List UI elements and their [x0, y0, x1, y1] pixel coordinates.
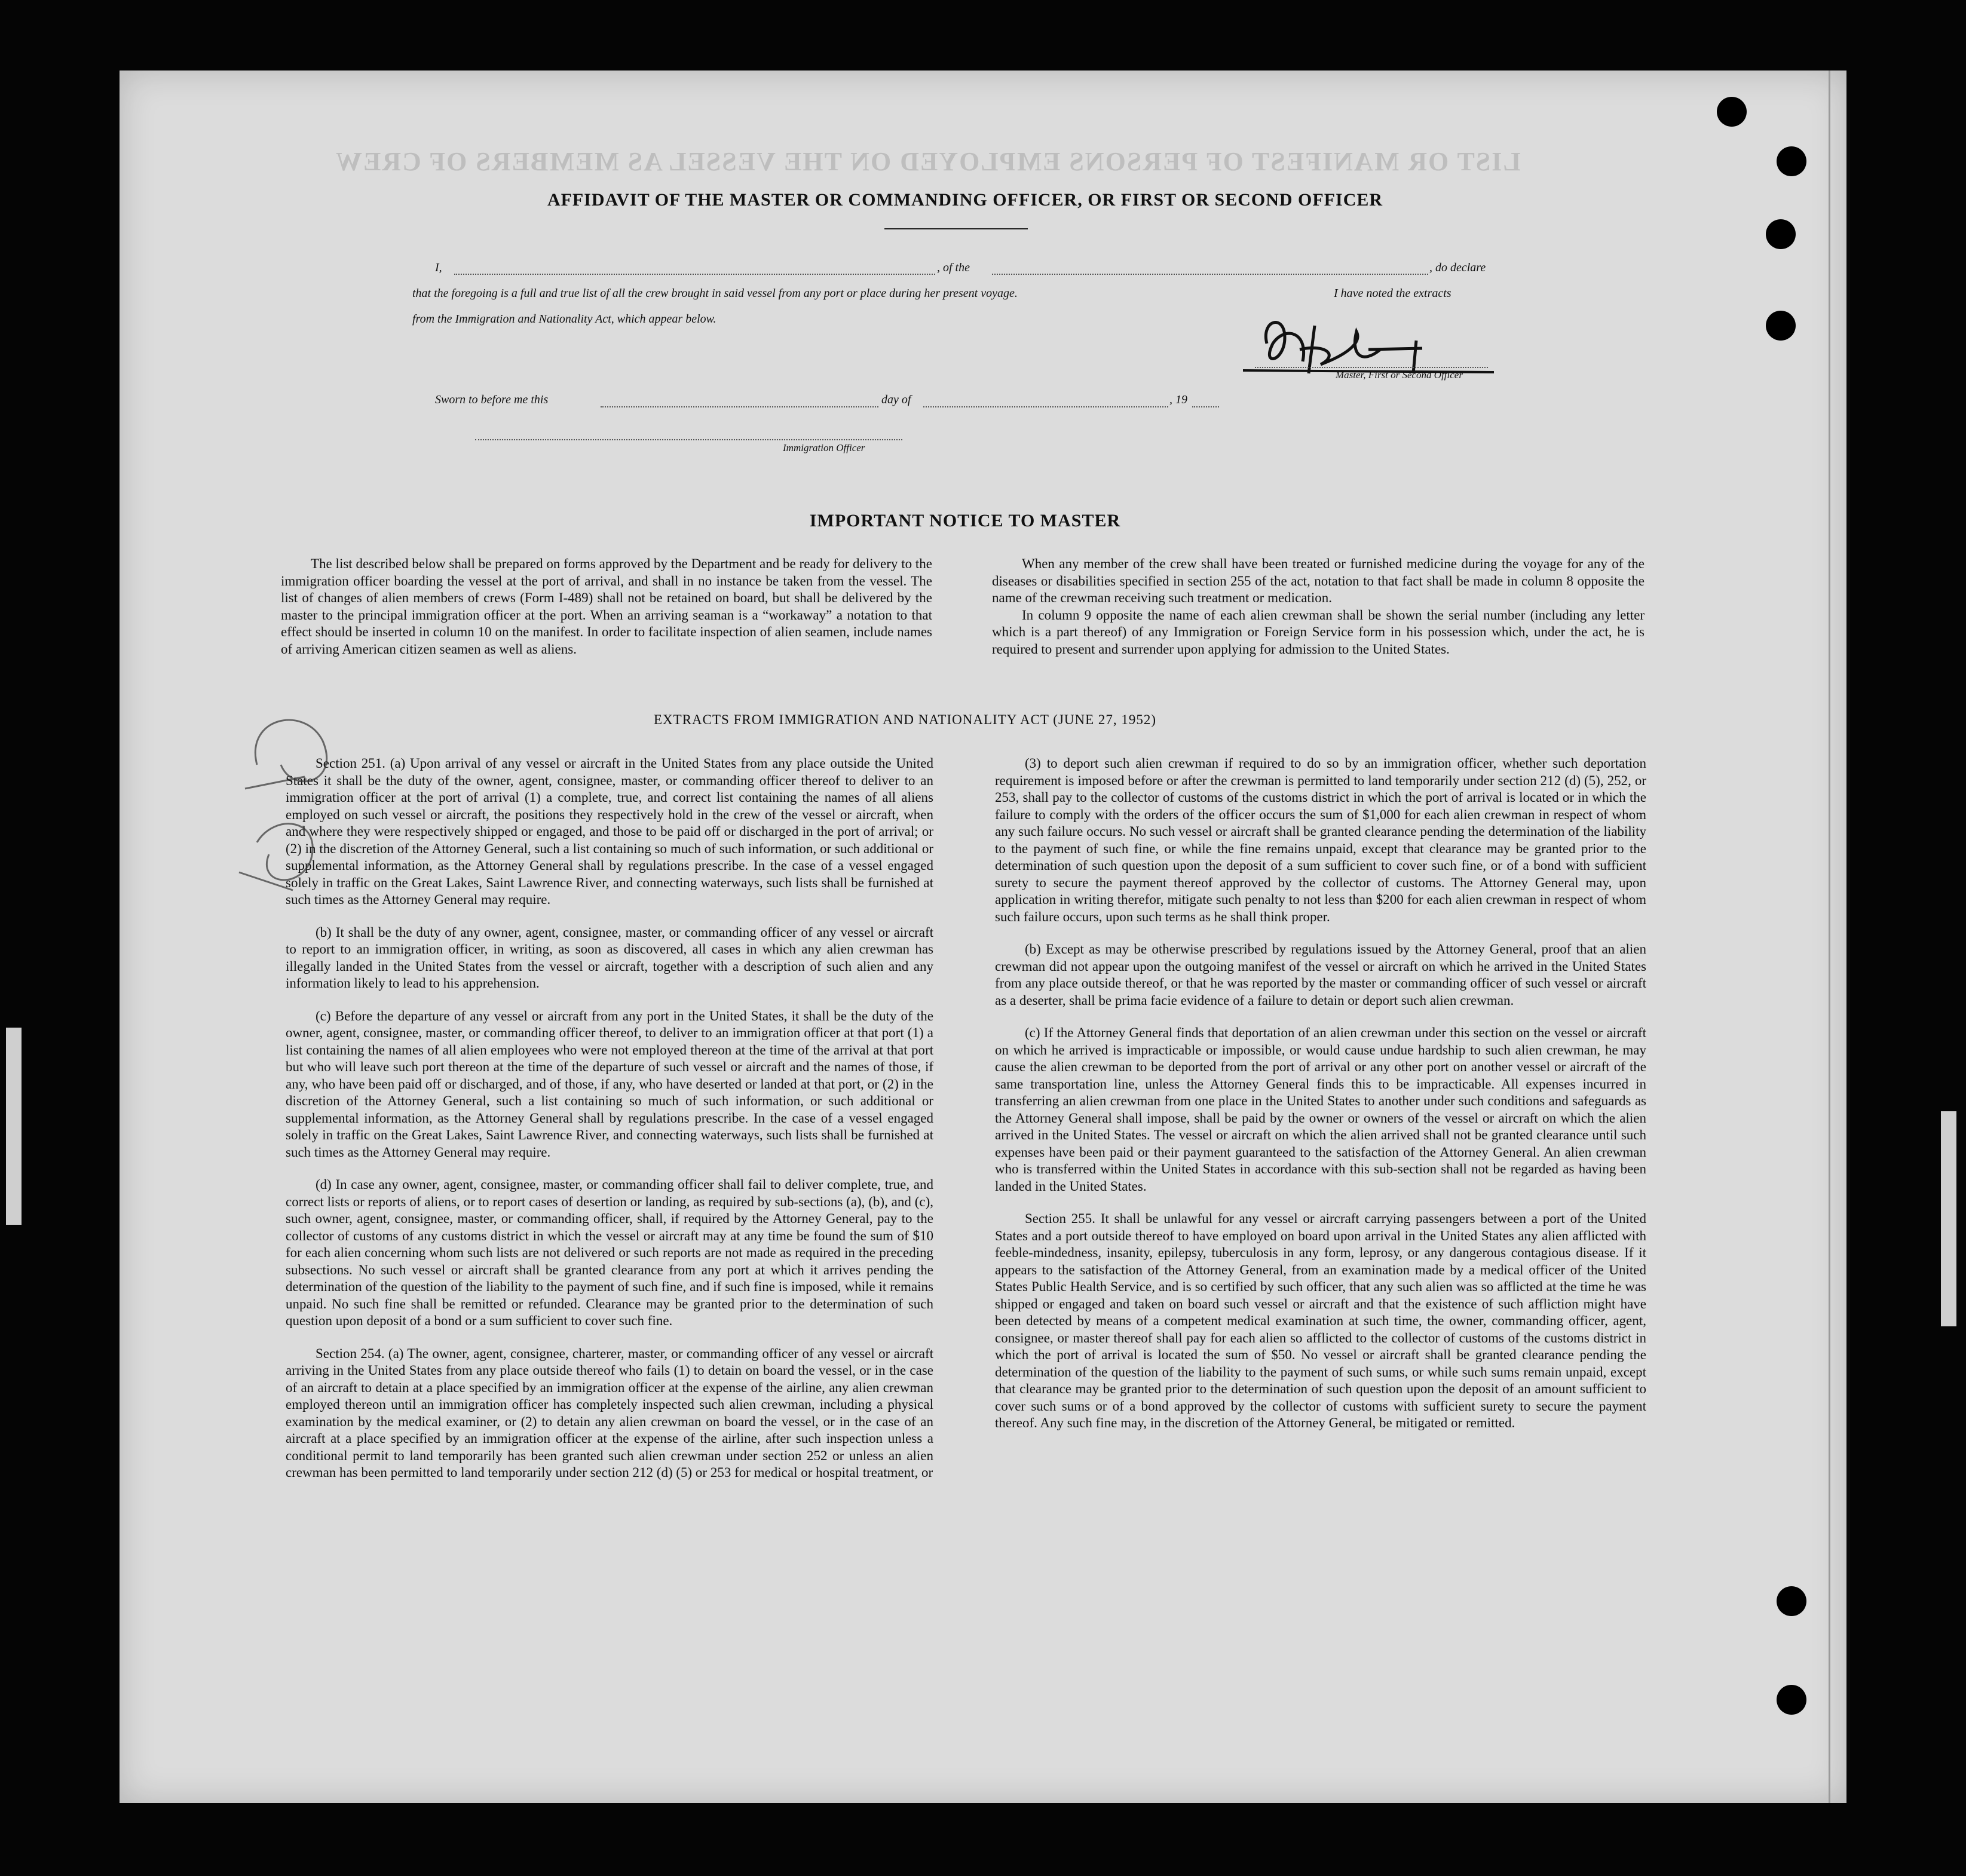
sworn-label: Sworn to before me this — [435, 393, 549, 406]
affidavit-of-the-label: , of the — [937, 261, 970, 274]
punch-hole — [1777, 1586, 1806, 1616]
vessel-blank[interactable] — [992, 274, 1428, 275]
section-254-b: (b) Except as may be otherwise prescribed by regulations issued by the Attorney General, proof that an alien crewman did not appear upon the outgoing manifest of the vessel or aircraft on which he arrived in the United States from any place outside thereof, or that he was reported by the master or commanding officer of such vessel or aircraft as a deserter, shall be prima facie evidence of a failure to detain or deport such alien crewman. — [995, 942, 1646, 1008]
punch-hole — [1717, 97, 1747, 127]
affidavit-statement-1b: I have noted the extracts — [1334, 287, 1451, 300]
margin-scribble — [221, 693, 376, 920]
notice-right-text-2: In column 9 opposite the name of each alien crewman shall be shown the serial number (including any letter which is a part thereof) of any Immigration or Foreign Service form in his possession which, under the act, he is required to present and surrender upon applying for admission to the United States. — [992, 607, 1645, 657]
affidavit-title: AFFIDAVIT OF THE MASTER OR COMMANDING OFFICER, OR FIRST OR SECOND OFFICER — [547, 190, 1383, 210]
bleed-through-heading: LIST OR MANIFEST OF PERSONS EMPLOYED ON THE VESSEL AS MEMBERS OF CREW — [335, 147, 1521, 176]
notice-title: IMPORTANT NOTICE TO MASTER — [809, 511, 1121, 531]
notice-right-column — [992, 556, 1645, 673]
section-251-d: (d) In case any owner, agent, consignee, master, or commanding officer shall fail to deliver complete, true, and correct lists or reports of aliens, or to report cases of desertion or landing, as required by sub-sections (a), (b), and (c), such owner, agent, consignee, master, or commanding officer, shall, if required by the Attorney General, pay to the collector of customs of any customs district in which the vessel or aircraft may at any time be found the sum of $10 for each alien concerning whom such lists are not delivered or such reports are not made as required in the preceding subsections. No such vessel or aircraft shall be granted clearance from any port at which it arrives pending the determination of the question of the liability to the payment of such fine, and if such fine is imposed, while it remains unpaid. No such fine shall be remitted or refunded. Clearance may be granted prior to the determination of such question upon deposit of a bond or a sum sufficient to cover such fine. — [286, 1177, 933, 1328]
officer-caption: Immigration Officer — [783, 442, 865, 453]
punch-hole — [1766, 219, 1796, 249]
year-label: , 19 — [1169, 393, 1187, 406]
officer-signature-line[interactable] — [475, 439, 902, 440]
signature-line[interactable] — [1255, 367, 1488, 368]
sworn-day-blank[interactable] — [601, 406, 878, 407]
section-251-a: Section 251. (a) Upon arrival of any vessel or aircraft in the United States from any place outside the United States it shall be the duty of the owner, agent, consignee, master, or commanding officer thereof to deliver to an immigration officer at the port of arrival (1) a complete, true, and correct list containing the names of all aliens employed on such vessel or aircraft, the positions they respectively hold in the crew of the vessel or aircraft, when and where they were respectively shipped or engaged, and those to be paid off or discharged in the port of arrival; or (2) in the discretion of the Attorney General, such a list containing so much of such information, or such additional or supplemental information, as the Attorney General shall by regulations prescribe. In the case of a vessel engaged solely in traffic on the Great Lakes, Saint Lawrence River, and connecting waterways, such lists shall be furnished at such times as the Attorney General may require. — [286, 756, 933, 907]
extracts-title: EXTRACTS FROM IMMIGRATION AND NATIONALITY ACT (JUNE 27, 1952) — [654, 712, 1157, 727]
name-blank[interactable] — [454, 274, 935, 275]
notice-left-column — [281, 556, 932, 673]
affidavit-statement-1: that the foregoing is a full and true list of all the crew brought in said vessel from any port or place during her present voyage. — [412, 287, 1018, 300]
affidavit-declare-label: , do declare — [1429, 261, 1486, 274]
month-blank[interactable] — [923, 406, 1168, 407]
section-254-a: Section 254. (a) The owner, agent, consignee, charterer, master, or commanding officer of any vessel or aircraft arriving in the United States from any place outside thereof who fails (1) to detain on board the vessel, or in the case of an aircraft to detain at a place specified by an immigration officer at the expense of the airline, any alien crewman employed thereon until an immigration officer has completely inspected such alien crewman, including a physical examination by the medical examiner, or (2) to detain any alien crewman on board the vessel, or in the case of an aircraft at a place specified by an immigration officer at the expense of the airline, after such inspection unless a conditional permit to land temporarily has been granted such alien crewman under section 252 or unless an alien crewman has been permitted to land temporarily under section 212 (d) (5) or 253 for medical or hospital treatment, or — [286, 1345, 933, 1480]
sheet-edge — [1829, 70, 1830, 1803]
extracts-left-column — [286, 755, 933, 1497]
affidavit-i-label: I, — [435, 261, 442, 274]
edge-tab — [6, 1028, 22, 1225]
extracts-right-column — [995, 755, 1646, 1448]
notice-right-text-1: When any member of the crew shall have been treated or furnished medicine during the voyage for any of the diseases or disabilities specified in section 255 of the act, notation to that fact shall be made in column 8 opposite the name of the crewman receiving such treatment or medication. — [992, 556, 1645, 605]
signature-caption: Master, First or Second Officer — [1336, 369, 1463, 381]
year-blank[interactable] — [1192, 406, 1219, 407]
edge-tab — [1941, 1111, 1956, 1326]
title-underline — [884, 228, 1028, 229]
section-251-c: (c) Before the departure of any vessel or aircraft from any port in the United States, it shall be the duty of the owner, agent, consignee, master, or commanding officer thereof, to deliver to an immigration officer at that port (1) a list containing the names of all alien employees who were not employed thereon at the time of the arrival at that port but who will leave such port thereon at the time of the departure of such vessel or aircraft and the names of those, if any, who have been paid off or discharged, and of those, if any, who have deserted or landed at that port, or (2) in the discretion of the Attorney General, such a list containing so much of such information, or such additional or supplemental information, as the Attorney General shall by regulations prescribe. In the case of a vessel engaged solely in traffic on the Great Lakes, Saint Lawrence River, and connecting waterways, such lists shall be furnished at such times as the Attorney General may require. — [286, 1008, 933, 1160]
section-254-a-cont: (3) to deport such alien crewman if required to do so by an immigration officer, whether such deportation requirement is imposed before or after the crewman is permitted to land temporarily under section 212 (d) (5), 252, or 253, shall pay to the collector of customs of the customs district in which the port of arrival is located or in which the failure to comply with the orders of the officer occurs the sum of $1,000 for each alien crewman in respect of whom any such failure occurs. No such vessel or aircraft shall be granted clearance pending the determination of the liability to the payment of such fine, or while the fine remains unpaid, except that clearance may be granted prior to the determination of such question upon the deposit of a sum sufficient to cover such fine, or of a bond with sufficient surety to secure the payment thereof approved by the collector of customs. The Attorney General may, upon application in writing therefor, mitigate such penalty to not less than $200 for each alien crewman in respect of whom such failure occurs, upon such terms as he shall think proper. — [995, 756, 1646, 924]
section-255: Section 255. It shall be unlawful for any vessel or aircraft carrying passengers between a port of the United States and a port outside thereof to have employed on board upon arrival in the United States any alien afflicted with feeble-mindedness, insanity, epilepsy, tuberculosis in any form, leprosy, or any dangerous contagious disease. If it appears to the satisfaction of the Attorney General, from an examination made by a medical officer of the United States Public Health Service, and is so certified by such officer, that any such alien was so afflicted at the time he was shipped or engaged and taken on board such vessel or aircraft and that the existence of such affliction might have been detected by means of a competent medical examination at such time, the owner, commanding officer, agent, consignee, or master thereof shall pay for each alien so afflicted to the collector of customs of the customs district in which the port of arrival is located the sum of $50. No vessel or aircraft shall be granted clearance pending the determination of the question of the liability to the payment of such sums, or while such sums remain unpaid, except that clearance may be granted prior to the determination of such question upon the deposit of an amount sufficient to cover such sums or of a bond approved by the collector of customs with sufficient surety to secure the payment thereof. Any such fine may, in the discretion of the Attorney General, be mitigated or remitted. — [995, 1211, 1646, 1430]
notice-left-text: The list described below shall be prepared on forms approved by the Department and be ready for delivery to the immigration officer boarding the vessel at the port of arrival, and shall in no instance be taken from the vessel. The list of changes of alien members of crews (Form I-489) shall not be retained on board, but shall be delivered by the master to the principal immigration officer at the port. When an arriving seaman is a “workaway” a notation to that effect should be inserted in column 10 on the manifest. In order to facilitate inspection of alien seamen, include names of arriving American citizen seamen as well as aliens. — [281, 556, 932, 657]
punch-hole — [1777, 146, 1806, 176]
section-254-c: (c) If the Attorney General finds that deportation of an alien crewman under this section on the vessel or aircraft on which he arrived is impracticable or impossible, or would cause undue hardship to such alien crewman, he may cause the alien crewman to be deported from the port of arrival or any other port on another vessel or aircraft of the same transportation line, unless the Attorney General finds this to be impracticable. All expenses incurred in transferring an alien crewman from one place in the United States to another under such conditions and safeguards as the Attorney General shall impose, shall be paid by the owner or owners of the vessel or aircraft on which the alien arrived in the United States. The vessel or aircraft on which the alien arrived shall not be granted clearance until such expenses have been paid or their payment guaranteed to the satisfaction of the Attorney General. An alien crewman who is transferred within the United States in accordance with this sub-section shall not be regarded as having been landed in the United States. — [995, 1025, 1646, 1194]
day-of-label: day of — [881, 393, 911, 406]
punch-hole — [1777, 1685, 1806, 1715]
section-251-b: (b) It shall be the duty of any owner, agent, consignee, master, or commanding officer of any vessel or aircraft to report to an immigration officer, in writing, as soon as discovered, all cases in which any alien crewman has illegally landed in the United States from the vessel or aircraft, together with a description of such alien and any information likely to lead to his apprehension. — [286, 924, 933, 991]
affidavit-statement-2: from the Immigration and Nationality Act, which appear below. — [412, 312, 716, 326]
punch-hole — [1766, 311, 1796, 341]
